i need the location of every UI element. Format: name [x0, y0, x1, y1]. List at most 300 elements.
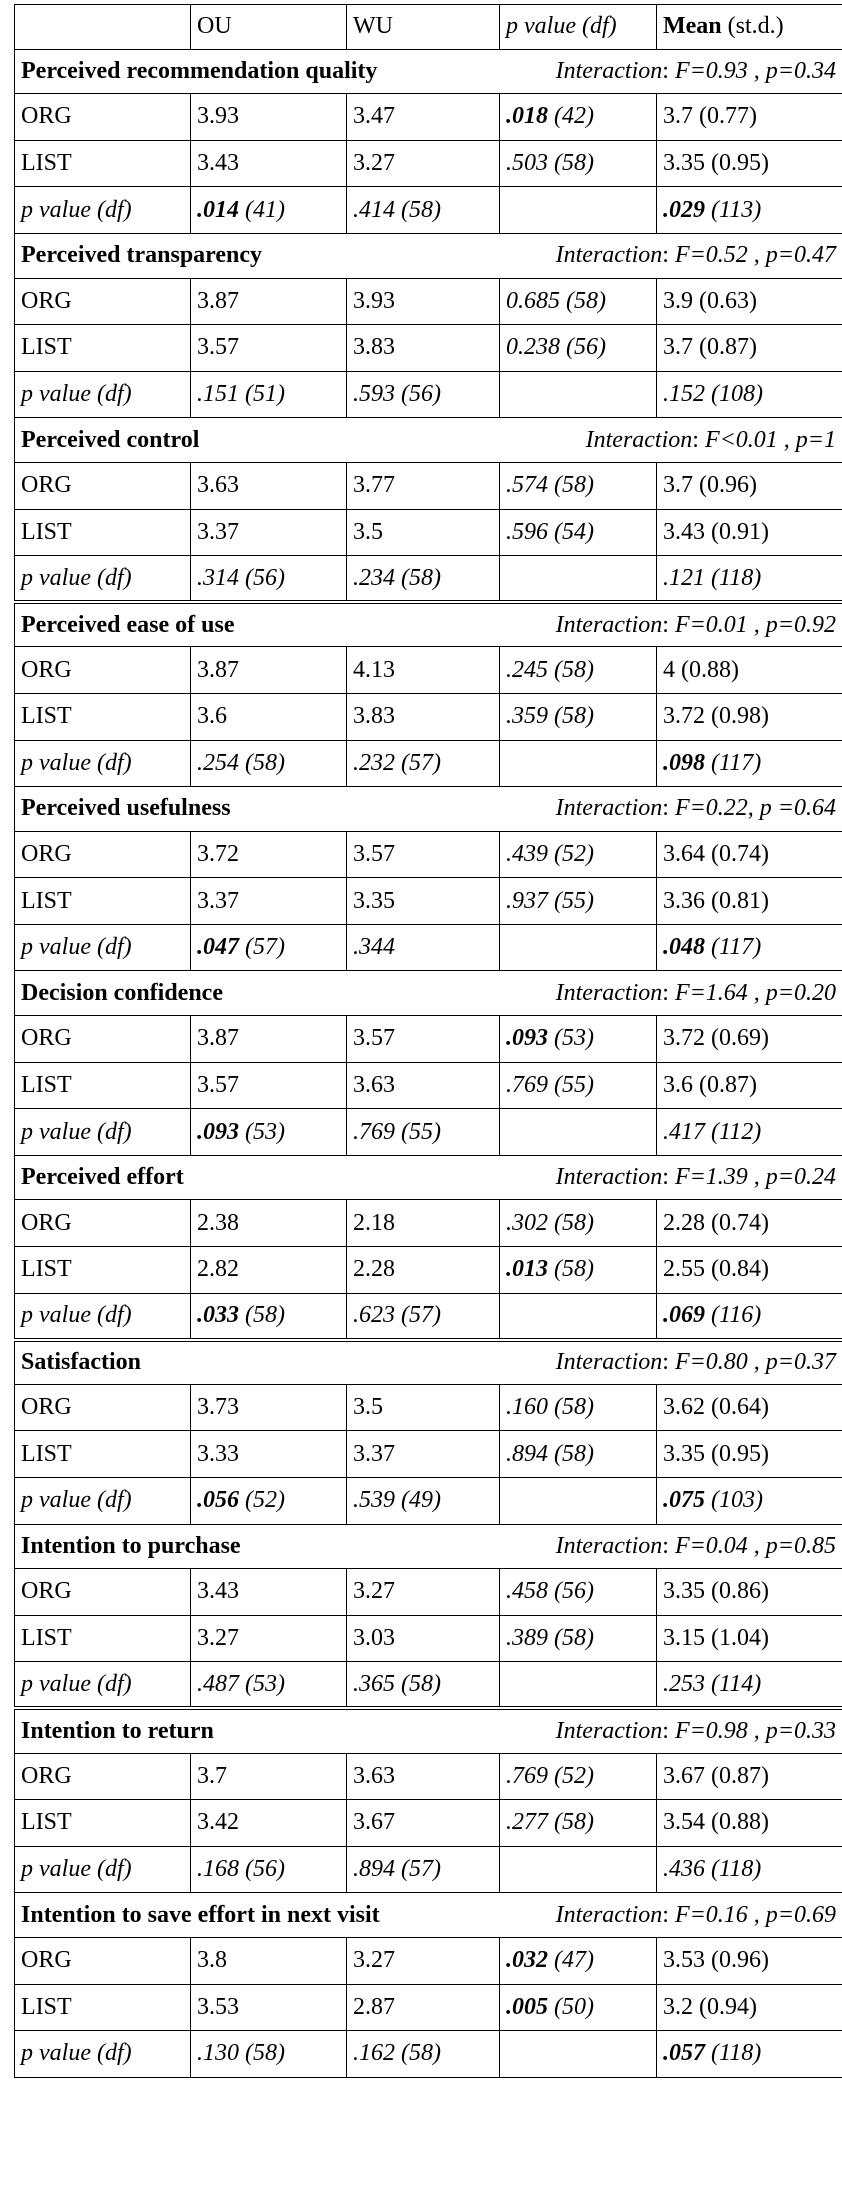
mean-value: 3.43 (0.91): [663, 518, 769, 545]
p-value: (42): [548, 103, 594, 130]
mean-value: .436 (118): [663, 1856, 762, 1883]
mean-cell: [657, 924, 842, 971]
mean-value: 3.7 (0.77): [663, 103, 757, 130]
p-value-cell: [500, 462, 657, 509]
mean-cell: [657, 1200, 842, 1247]
header-row: [15, 5, 842, 50]
mean-value: (103): [705, 1487, 763, 1514]
mean-value: 3.35 (0.95): [663, 1440, 769, 1467]
p-value-cell: [500, 878, 657, 925]
row-label: LIST: [15, 1431, 191, 1478]
interaction-stat: Interaction: F=0.04 , p=0.85: [555, 1532, 836, 1559]
ou-significant: .047: [197, 934, 239, 961]
ou-cell: 3.42: [191, 1800, 347, 1847]
p-significant: .018: [506, 103, 548, 130]
row-label: p value (df): [15, 2031, 191, 2078]
row-label: ORG: [15, 647, 191, 694]
mean-value: 3.54 (0.88): [663, 1809, 769, 1836]
row-label: LIST: [15, 1984, 191, 2031]
p-value-cell: [500, 1753, 657, 1800]
mean-cell: [657, 1109, 842, 1156]
ou-value: (57): [239, 934, 285, 961]
mean-cell: [657, 1984, 842, 2031]
interaction-stat: Interaction: F<0.01 , p=1: [585, 426, 836, 453]
mean-cell: [657, 1662, 842, 1709]
row-label: LIST: [15, 509, 191, 556]
mean-cell: [657, 278, 842, 325]
mean-cell: [657, 831, 842, 878]
row-label: p value (df): [15, 1846, 191, 1893]
mean-cell: [657, 1293, 842, 1340]
row-label: LIST: [15, 1247, 191, 1294]
wu-cell: 3.5: [347, 509, 500, 556]
p-value: .596 (54): [506, 518, 594, 545]
section-title: Intention to return: [21, 1718, 214, 1745]
mean-cell: [657, 1062, 842, 1109]
ou-cell: 3.53: [191, 1984, 347, 2031]
ou-cell: 3.57: [191, 325, 347, 372]
header-cell-empty: [15, 5, 191, 50]
wu-cell: [347, 1109, 500, 1156]
row-label: ORG: [15, 1753, 191, 1800]
section-title: Decision confidence: [21, 979, 223, 1006]
data-row: [15, 1247, 842, 1294]
wu-cell: [347, 1846, 500, 1893]
interaction-stat: Interaction: F=0.16 , p=0.69: [555, 1901, 836, 1928]
p-value-row: [15, 187, 842, 234]
p-value-cell: [500, 1109, 657, 1156]
p-value-cell: [500, 693, 657, 740]
section-header-row: [15, 1893, 842, 1938]
data-row: [15, 1984, 842, 2031]
wu-value: .894 (57): [353, 1856, 441, 1883]
section-header-cell: [15, 971, 842, 1016]
row-label: ORG: [15, 1384, 191, 1431]
wu-value: .365 (58): [353, 1670, 441, 1697]
wu-cell: 3.57: [347, 1016, 500, 1063]
mean-cell: [657, 647, 842, 694]
section-header-cell: [15, 602, 842, 647]
p-value: .359 (58): [506, 703, 594, 730]
ou-cell: 3.87: [191, 1016, 347, 1063]
section-header-cell: [15, 49, 842, 94]
p-significant: .093: [506, 1025, 548, 1052]
section-header-row: [15, 233, 842, 278]
wu-cell: 3.47: [347, 94, 500, 141]
p-value: .160 (58): [506, 1394, 594, 1421]
section-header-row: [15, 971, 842, 1016]
row-label: ORG: [15, 1200, 191, 1247]
p-value-cell: [500, 371, 657, 418]
section-header-cell: [15, 787, 842, 832]
wu-cell: 3.5: [347, 1384, 500, 1431]
ou-cell: 3.33: [191, 1431, 347, 1478]
p-value: .894 (58): [506, 1440, 594, 1467]
ou-value: .254 (58): [197, 749, 285, 776]
ou-value: (52): [239, 1487, 285, 1514]
interaction-stat: Interaction: F=0.22, p =0.64: [555, 795, 836, 822]
mean-value: 3.2 (0.94): [663, 1993, 757, 2020]
data-row: [15, 325, 842, 372]
p-value: .302 (58): [506, 1209, 594, 1236]
mean-value: 3.36 (0.81): [663, 887, 769, 914]
p-value: .389 (58): [506, 1625, 594, 1652]
ou-cell: 3.57: [191, 1062, 347, 1109]
ou-cell: 3.6: [191, 693, 347, 740]
wu-value: .344: [353, 934, 395, 961]
p-value-cell: [500, 831, 657, 878]
p-value: .245 (58): [506, 656, 594, 683]
wu-cell: 3.83: [347, 325, 500, 372]
p-value-row: [15, 924, 842, 971]
ou-cell: 3.93: [191, 94, 347, 141]
mean-cell: [657, 740, 842, 787]
mean-cell: [657, 878, 842, 925]
ou-cell: 3.43: [191, 1569, 347, 1616]
mean-value: 4 (0.88): [663, 656, 739, 683]
wu-cell: 4.13: [347, 647, 500, 694]
mean-value: 3.35 (0.86): [663, 1578, 769, 1605]
mean-cell: [657, 1431, 842, 1478]
ou-significant: .093: [197, 1118, 239, 1145]
row-label: LIST: [15, 1800, 191, 1847]
ou-cell: [191, 924, 347, 971]
mean-significant: .057: [663, 2040, 705, 2067]
p-value-row: [15, 2031, 842, 2078]
data-row: [15, 140, 842, 187]
p-value: .277 (58): [506, 1809, 594, 1836]
header-cell-mean: [657, 5, 842, 50]
mean-significant: .098: [663, 749, 705, 776]
data-row: [15, 1431, 842, 1478]
ou-cell: [191, 371, 347, 418]
section-header-row: [15, 1708, 842, 1753]
mean-cell: [657, 1569, 842, 1616]
ou-value: .314 (56): [197, 564, 285, 591]
p-value-cell: [500, 1984, 657, 2031]
p-significant: .013: [506, 1256, 548, 1283]
ou-cell: 3.72: [191, 831, 347, 878]
row-label: p value (df): [15, 740, 191, 787]
p-value-cell: [500, 1662, 657, 1709]
p-value-cell: [500, 556, 657, 603]
p-value-cell: [500, 1478, 657, 1525]
row-label: ORG: [15, 1937, 191, 1984]
interaction-stat: Interaction: F=0.01 , p=0.92: [555, 611, 836, 638]
section-title: Perceived control: [21, 426, 200, 453]
p-value: (50): [548, 1993, 594, 2020]
mean-value: 2.28 (0.74): [663, 1209, 769, 1236]
data-row: [15, 278, 842, 325]
wu-value: .232 (57): [353, 749, 441, 776]
row-label: p value (df): [15, 1293, 191, 1340]
mean-cell: [657, 140, 842, 187]
ou-cell: [191, 1109, 347, 1156]
mean-value: (118): [705, 2040, 762, 2067]
interaction-stat: Interaction: F=0.98 , p=0.33: [555, 1718, 836, 1745]
wu-value: .593 (56): [353, 381, 441, 408]
ou-cell: 3.73: [191, 1384, 347, 1431]
mean-cell: [657, 1753, 842, 1800]
wu-cell: 2.87: [347, 1984, 500, 2031]
p-value: .574 (58): [506, 472, 594, 499]
wu-value: .162 (58): [353, 2040, 441, 2067]
mean-significant: .048: [663, 934, 705, 961]
mean-value: 3.62 (0.64): [663, 1394, 769, 1421]
wu-cell: 3.27: [347, 140, 500, 187]
interaction-stat: Interaction: F=1.64 , p=0.20: [555, 979, 836, 1006]
ou-value: (41): [239, 196, 285, 223]
p-value: .503 (58): [506, 150, 594, 177]
row-label: LIST: [15, 878, 191, 925]
wu-value: .234 (58): [353, 564, 441, 591]
wu-value: .414 (58): [353, 196, 441, 223]
wu-cell: 3.63: [347, 1062, 500, 1109]
ou-value: (58): [239, 1302, 285, 1329]
p-significant: .005: [506, 1993, 548, 2020]
ou-cell: 2.82: [191, 1247, 347, 1294]
data-row: [15, 1200, 842, 1247]
p-value-cell: [500, 94, 657, 141]
mean-value: (117): [705, 749, 762, 776]
mean-value: 3.67 (0.87): [663, 1762, 769, 1789]
interaction-stat: Interaction: F=1.39 , p=0.24: [555, 1164, 836, 1191]
wu-value: .539 (49): [353, 1487, 441, 1514]
p-value-cell: [500, 1293, 657, 1340]
section-header-row: [15, 1155, 842, 1200]
mean-value: 3.35 (0.95): [663, 150, 769, 177]
section-header-row: [15, 1524, 842, 1569]
section-title: Intention to purchase: [21, 1532, 241, 1559]
header-cell-p-value: p value (df): [500, 5, 657, 50]
row-label: LIST: [15, 325, 191, 372]
mean-cell: [657, 1247, 842, 1294]
p-value: .769 (55): [506, 1071, 594, 1098]
p-value-cell: [500, 1200, 657, 1247]
ou-value: .151 (51): [197, 381, 285, 408]
p-value-cell: [500, 1615, 657, 1662]
p-value-cell: [500, 1431, 657, 1478]
mean-value: 3.15 (1.04): [663, 1625, 769, 1652]
row-label: ORG: [15, 1569, 191, 1616]
ou-cell: [191, 2031, 347, 2078]
mean-cell: [657, 1016, 842, 1063]
data-row: [15, 1615, 842, 1662]
mean-cell: [657, 693, 842, 740]
mean-value: 3.72 (0.98): [663, 703, 769, 730]
row-label: p value (df): [15, 1478, 191, 1525]
section-header-row: [15, 787, 842, 832]
interaction-stat: Interaction: F=0.52 , p=0.47: [555, 242, 836, 269]
p-value-row: [15, 556, 842, 603]
ou-cell: 3.87: [191, 647, 347, 694]
p-value-cell: [500, 1569, 657, 1616]
p-value: .937 (55): [506, 887, 594, 914]
mean-cell: [657, 2031, 842, 2078]
p-value-cell: [500, 140, 657, 187]
mean-significant: .075: [663, 1487, 705, 1514]
header-cell-wu: WU: [347, 5, 500, 50]
ou-significant: .056: [197, 1487, 239, 1514]
p-value: 0.685 (58): [506, 287, 606, 314]
ou-cell: 2.38: [191, 1200, 347, 1247]
ou-cell: 3.43: [191, 140, 347, 187]
ou-cell: [191, 1478, 347, 1525]
wu-cell: [347, 740, 500, 787]
row-label: ORG: [15, 831, 191, 878]
wu-cell: 3.57: [347, 831, 500, 878]
p-value-row: [15, 1293, 842, 1340]
section-header-cell: [15, 1340, 842, 1385]
wu-cell: 3.35: [347, 878, 500, 925]
wu-cell: [347, 187, 500, 234]
section-title: Satisfaction: [21, 1349, 141, 1376]
data-row: [15, 1937, 842, 1984]
p-value-row: [15, 1109, 842, 1156]
p-value-cell: [500, 1384, 657, 1431]
mean-cell: [657, 462, 842, 509]
wu-cell: 3.83: [347, 693, 500, 740]
wu-cell: [347, 1662, 500, 1709]
data-row: [15, 94, 842, 141]
mean-value: 3.7 (0.96): [663, 472, 757, 499]
p-value: .439 (52): [506, 840, 594, 867]
row-label: p value (df): [15, 187, 191, 234]
results-table: [14, 4, 842, 2078]
ou-value: .487 (53): [197, 1670, 285, 1697]
wu-cell: 3.37: [347, 1431, 500, 1478]
row-label: p value (df): [15, 1109, 191, 1156]
ou-significant: .014: [197, 196, 239, 223]
data-row: [15, 647, 842, 694]
p-value: .458 (56): [506, 1578, 594, 1605]
data-row: [15, 831, 842, 878]
ou-cell: 3.37: [191, 878, 347, 925]
data-row: [15, 693, 842, 740]
header-cell-ou: OU: [191, 5, 347, 50]
section-header-row: [15, 49, 842, 94]
mean-value: 3.64 (0.74): [663, 840, 769, 867]
row-label: ORG: [15, 462, 191, 509]
p-significant: .032: [506, 1947, 548, 1974]
mean-cell: [657, 371, 842, 418]
section-title: Perceived effort: [21, 1164, 184, 1191]
p-value: (58): [548, 1256, 594, 1283]
section-header-cell: [15, 1524, 842, 1569]
p-value-row: [15, 1662, 842, 1709]
p-value-row: [15, 1846, 842, 1893]
row-label: p value (df): [15, 1662, 191, 1709]
mean-cell: [657, 325, 842, 372]
wu-cell: [347, 924, 500, 971]
mean-value: 3.6 (0.87): [663, 1071, 757, 1098]
data-row: [15, 509, 842, 556]
ou-cell: [191, 740, 347, 787]
row-label: LIST: [15, 693, 191, 740]
p-value-cell: [500, 509, 657, 556]
section-header-cell: [15, 233, 842, 278]
wu-cell: 3.03: [347, 1615, 500, 1662]
ou-cell: [191, 556, 347, 603]
section-header-cell: [15, 418, 842, 463]
p-value-cell: [500, 647, 657, 694]
row-label: ORG: [15, 278, 191, 325]
data-row: [15, 1016, 842, 1063]
p-value-cell: [500, 1062, 657, 1109]
section-header-row: [15, 602, 842, 647]
section-header-row: [15, 1340, 842, 1385]
p-value-row: [15, 1478, 842, 1525]
mean-value: 3.7 (0.87): [663, 334, 757, 361]
mean-significant: .029: [663, 196, 705, 223]
p-value: (47): [548, 1947, 594, 1974]
mean-cell: [657, 1384, 842, 1431]
mean-cell: [657, 1937, 842, 1984]
p-value-cell: [500, 187, 657, 234]
mean-cell: [657, 509, 842, 556]
data-row: [15, 878, 842, 925]
wu-cell: 3.77: [347, 462, 500, 509]
data-row: [15, 1062, 842, 1109]
row-label: LIST: [15, 1615, 191, 1662]
ou-value: (53): [239, 1118, 285, 1145]
section-title: Perceived ease of use: [21, 611, 235, 638]
p-value-cell: [500, 1846, 657, 1893]
wu-cell: 2.18: [347, 1200, 500, 1247]
mean-value: (116): [705, 1302, 762, 1329]
header-std-label: (st.d.): [721, 13, 784, 40]
mean-value: 3.53 (0.96): [663, 1947, 769, 1974]
wu-cell: 2.28: [347, 1247, 500, 1294]
wu-cell: [347, 371, 500, 418]
mean-cell: [657, 1800, 842, 1847]
ou-cell: 3.8: [191, 1937, 347, 1984]
ou-value: .130 (58): [197, 2040, 285, 2067]
section-title: Perceived recommendation quality: [21, 57, 378, 84]
row-label: LIST: [15, 140, 191, 187]
data-row: [15, 462, 842, 509]
ou-cell: [191, 187, 347, 234]
ou-cell: [191, 1662, 347, 1709]
ou-cell: [191, 1846, 347, 1893]
p-value-row: [15, 371, 842, 418]
section-header-row: [15, 418, 842, 463]
p-value-cell: [500, 325, 657, 372]
p-value-cell: [500, 740, 657, 787]
row-label: LIST: [15, 1062, 191, 1109]
wu-cell: [347, 2031, 500, 2078]
data-row: [15, 1753, 842, 1800]
ou-cell: 3.27: [191, 1615, 347, 1662]
mean-value: .417 (112): [663, 1118, 762, 1145]
mean-value: 2.55 (0.84): [663, 1256, 769, 1283]
ou-cell: 3.63: [191, 462, 347, 509]
mean-value: (113): [705, 196, 762, 223]
row-label: ORG: [15, 94, 191, 141]
interaction-stat: Interaction: F=0.93 , p=0.34: [555, 57, 836, 84]
p-value-cell: [500, 278, 657, 325]
mean-value: 3.72 (0.69): [663, 1025, 769, 1052]
row-label: ORG: [15, 1016, 191, 1063]
mean-cell: [657, 1478, 842, 1525]
section-header-cell: [15, 1708, 842, 1753]
p-value: (53): [548, 1025, 594, 1052]
p-value-cell: [500, 1800, 657, 1847]
p-value-cell: [500, 2031, 657, 2078]
mean-cell: [657, 1615, 842, 1662]
section-title: Intention to save effort in next visit: [21, 1901, 380, 1928]
mean-cell: [657, 1846, 842, 1893]
